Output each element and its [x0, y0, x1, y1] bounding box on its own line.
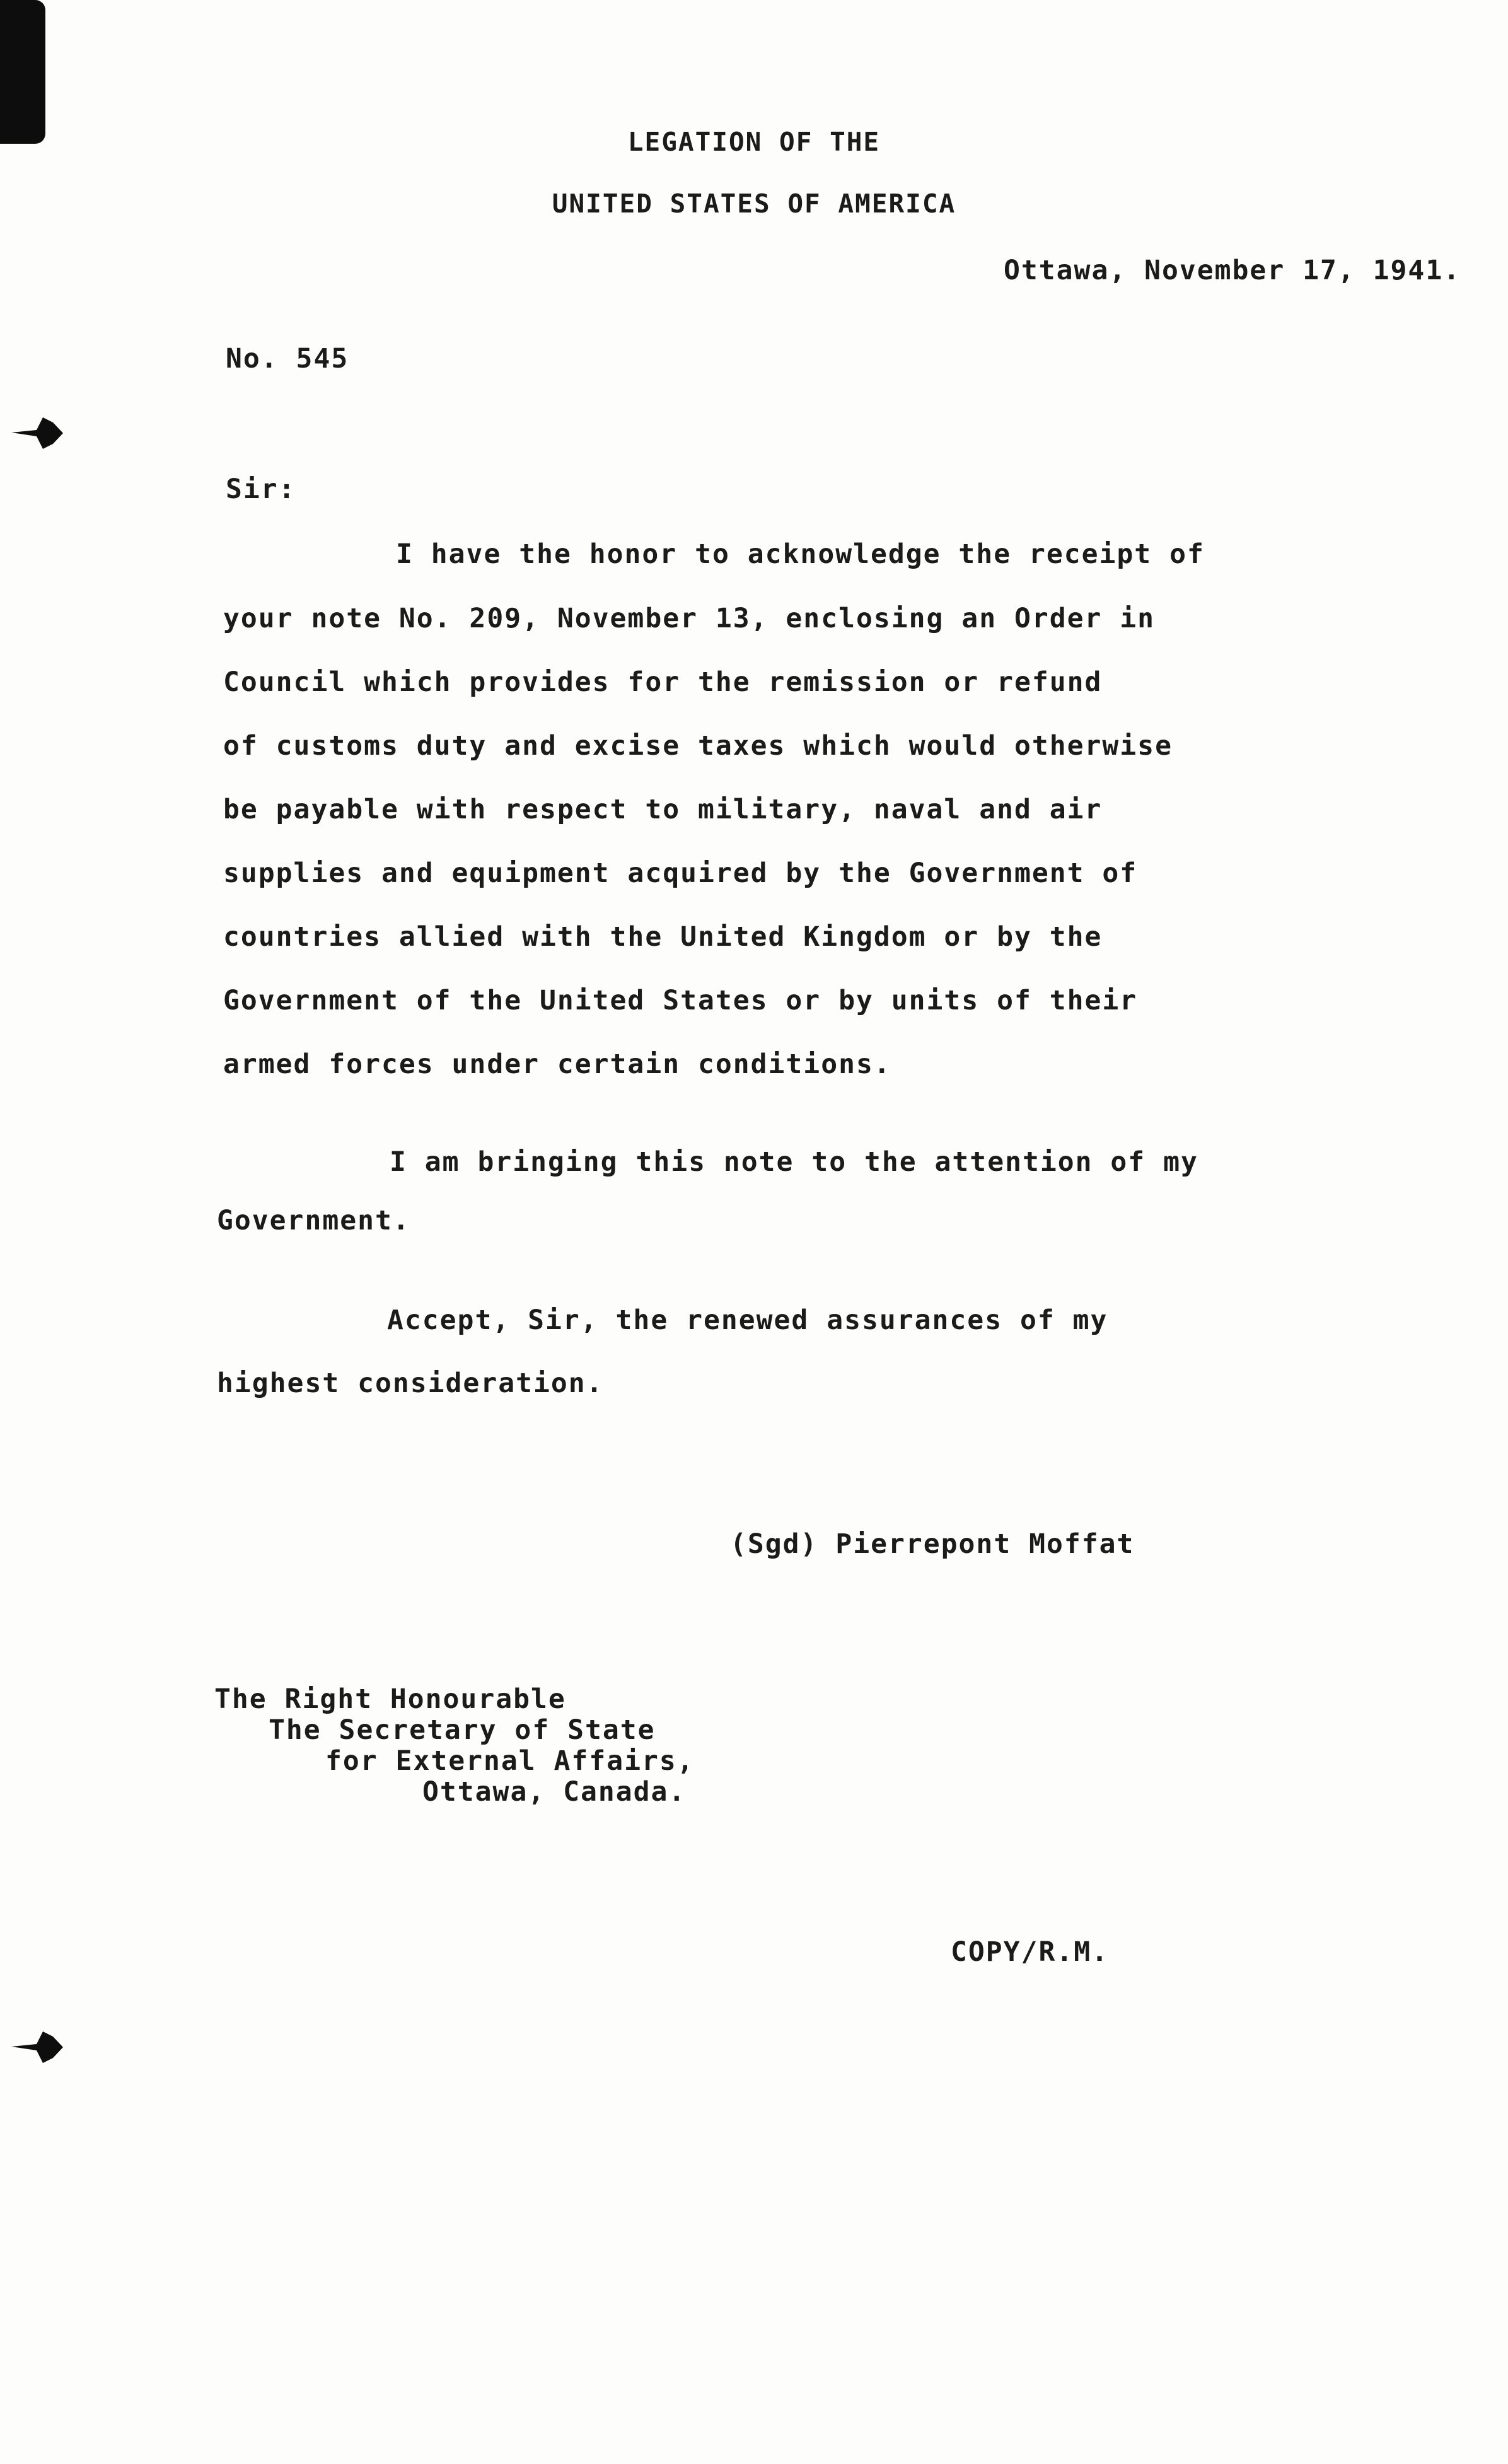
paragraph-3-line: highest consideration.	[217, 1368, 604, 1399]
addressee-line: for External Affairs,	[325, 1745, 695, 1777]
paragraph-1-line: Government of the United States or by units of their	[223, 985, 1138, 1016]
paragraph-2-line: Government.	[217, 1205, 410, 1236]
paragraph-1-line: armed forces under certain conditions.	[223, 1049, 891, 1080]
paragraph-2-line: I am bringing this note to the attention of my	[390, 1146, 1198, 1178]
scan-edge-shadow	[0, 0, 45, 144]
copy-mark: COPY/R.M.	[951, 1936, 1109, 1968]
paragraph-1-line: your note No. 209, November 13, enclosing an Order in	[223, 603, 1156, 634]
paragraph-1-line: I have the honor to acknowledge the receipt of	[396, 538, 1205, 570]
paragraph-1-line: supplies and equipment acquired by the Government of	[223, 857, 1138, 889]
paragraph-1-line: countries allied with the United Kingdom or by the	[223, 921, 1103, 953]
paragraph-1-line: be payable with respect to military, naval and air	[223, 794, 1103, 825]
punch-hole-top-icon	[11, 411, 68, 455]
addressee-line: Ottawa, Canada.	[422, 1776, 687, 1808]
letterhead-line-2: UNITED STATES OF AMERICA	[552, 189, 956, 219]
salutation: Sir:	[226, 474, 296, 505]
punch-hole-bottom-icon	[11, 2025, 68, 2069]
signature: (Sgd) Pierrepont Moffat	[730, 1528, 1135, 1560]
letterhead-line-1: LEGATION OF THE	[627, 127, 881, 157]
paragraph-3-line: Accept, Sir, the renewed assurances of my	[387, 1305, 1108, 1336]
paragraph-1-line: Council which provides for the remission or refund	[223, 666, 1103, 698]
addressee-line: The Secretary of State	[269, 1714, 656, 1746]
letter-date: Ottawa, November 17, 1941.	[1004, 255, 1461, 286]
note-number: No. 545	[226, 343, 349, 375]
addressee-line: The Right Honourable	[214, 1683, 566, 1715]
paragraph-1-line: of customs duty and excise taxes which would otherwise	[223, 730, 1173, 762]
